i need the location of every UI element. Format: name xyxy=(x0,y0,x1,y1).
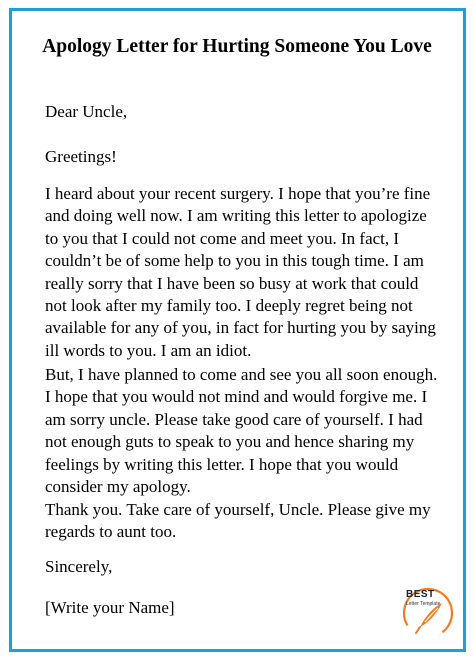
letter-closing: Sincerely, xyxy=(45,557,113,576)
letter-signature: [Write your Name] xyxy=(45,598,175,617)
letter-paragraph-1: I heard about your recent surgery. I hope that you’re fine and doing well now. I am writing this letter to apologize to you that I could not come and meet you. In fact, I couldn’t be of some help to you in this tough time. I am really sorry that I have been so busy at work that could not look after my family too. I deeply regret being not available for any of you, in fact for hurting you by saying ill words to you. I am an idiot. xyxy=(45,184,436,360)
letter-title: Apology Letter for Hurting Someone You Love xyxy=(42,36,432,57)
letter-greeting: Greetings! xyxy=(45,147,117,166)
logo-brand-top: BEST xyxy=(406,589,435,600)
letter-salutation: Dear Uncle, xyxy=(45,102,128,121)
logo-brand-bottom: Letter Template xyxy=(406,601,441,607)
letter-paragraph-3: Thank you. Take care of yourself, Uncle. Please give my regards to aunt too. xyxy=(45,500,431,542)
letter-paragraph-2: But, I have planned to come and see you all soon enough. I hope that you would not mind and would forgive me. I am sorry uncle. Please take good care of yourself. I had not enough guts to speak to you and hence sharing my feelings by writing this letter. I hope that you would consider my apology. xyxy=(45,365,438,497)
